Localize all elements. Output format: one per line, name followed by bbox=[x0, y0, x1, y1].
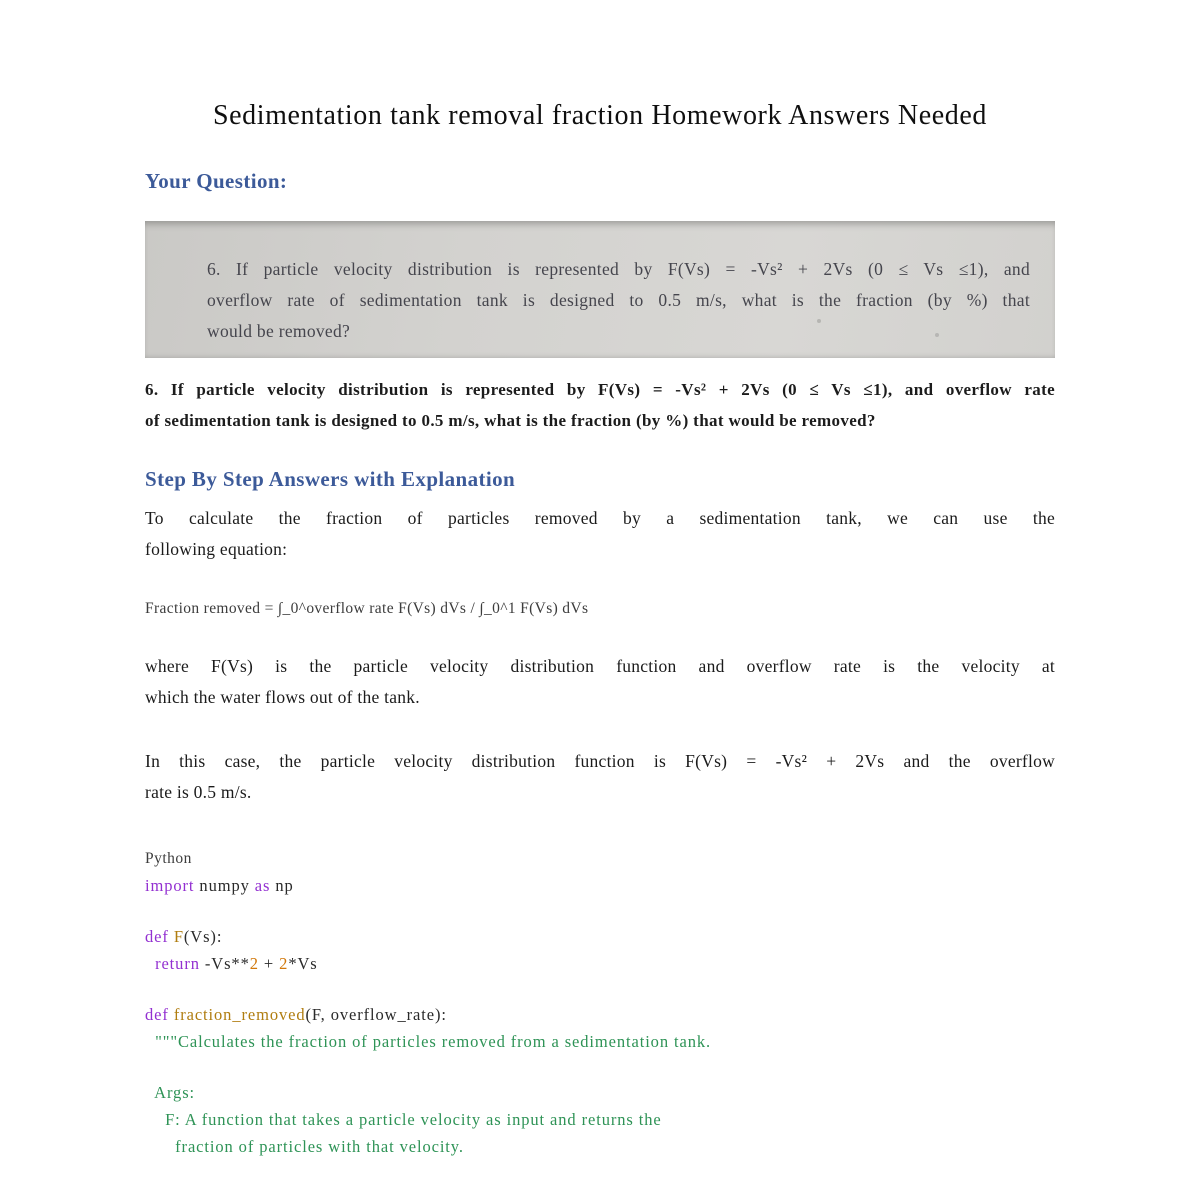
answer-intro-paragraph bbox=[145, 503, 1055, 565]
code-token-p bbox=[145, 1110, 165, 1129]
document-page bbox=[145, 0, 1055, 1160]
restated-question-line: of sedimentation tank is designed to 0.5 m/s, what is the fraction (by %) that would be removed? bbox=[145, 411, 876, 430]
code-token-p: (Vs): bbox=[183, 927, 223, 946]
where-explanation-paragraph bbox=[145, 651, 1055, 713]
code-token-p: -Vs** bbox=[199, 954, 250, 973]
code-token-num: 2 bbox=[279, 954, 289, 973]
code-token-p: *Vs bbox=[288, 954, 318, 973]
code-token-fn: F bbox=[173, 927, 184, 946]
code-token-str: fraction of particles with that velocity. bbox=[175, 1137, 464, 1156]
code-token-kw: as bbox=[254, 876, 271, 895]
code-line bbox=[145, 844, 1055, 872]
code-line bbox=[145, 1133, 1055, 1160]
fraction-removed-formula: Fraction removed = ∫_0^overflow rate F(Vs) dVs / ∫_0^1 F(Vs) dVs bbox=[145, 600, 589, 617]
code-line bbox=[145, 899, 1055, 923]
code-line bbox=[145, 1055, 1055, 1079]
answer-intro-line: To calculate the fraction of particles removed by a sedimentation tank, we can use the bbox=[145, 508, 1055, 528]
code-token-kw: def bbox=[145, 927, 169, 946]
dust-speck bbox=[817, 319, 821, 323]
case-explanation-line: rate is 0.5 m/s. bbox=[145, 782, 252, 802]
python-code-block bbox=[145, 844, 1055, 1160]
photo-question-line: overflow rate of sedimentation tank is designed to 0.5 m/s, what is the fraction (by %) that bbox=[207, 290, 1030, 310]
code-line bbox=[145, 1001, 1055, 1028]
code-line bbox=[145, 977, 1055, 1001]
photo-question-line: 6. If particle velocity distribution is represented by F(Vs) = -Vs² + 2Vs (0 ≤ Vs ≤1), and bbox=[207, 259, 1030, 279]
code-token-kw: import bbox=[145, 876, 195, 895]
code-token-p bbox=[145, 1137, 175, 1156]
code-token-label: Python bbox=[145, 850, 192, 867]
code-token-str: F: A function that takes a particle velocity as input and returns the bbox=[165, 1110, 662, 1129]
code-token-kw: def bbox=[145, 1005, 169, 1024]
code-token-p: np bbox=[270, 876, 294, 895]
code-token-p: (F, overflow_rate): bbox=[305, 1005, 447, 1024]
restated-question-text bbox=[145, 374, 1055, 436]
your-question-heading: Your Question: bbox=[145, 169, 288, 193]
dust-speck bbox=[935, 333, 939, 337]
code-line bbox=[145, 923, 1055, 950]
code-token-str: """Calculates the fraction of particles removed from a sedimentation tank. bbox=[155, 1032, 712, 1051]
where-explanation-line: where F(Vs) is the particle velocity distribution function and overflow rate is the velocity at bbox=[145, 656, 1055, 676]
page-title: Sedimentation tank removal fraction Homework Answers Needed bbox=[212, 100, 988, 131]
where-explanation-line: which the water flows out of the tank. bbox=[145, 687, 420, 707]
step-by-step-heading: Step By Step Answers with Explanation bbox=[145, 467, 516, 491]
code-line bbox=[145, 1079, 1055, 1106]
case-explanation-paragraph bbox=[145, 746, 1055, 808]
case-explanation-line: In this case, the particle velocity distribution function is F(Vs) = -Vs² + 2Vs and the overflow bbox=[145, 751, 1055, 771]
code-token-str: Args: bbox=[154, 1083, 196, 1102]
code-token-p bbox=[145, 1032, 155, 1051]
code-token-p bbox=[145, 954, 155, 973]
code-token-kw: return bbox=[155, 954, 200, 973]
answer-intro-line: following equation: bbox=[145, 539, 288, 559]
code-line bbox=[145, 950, 1055, 977]
code-token-p: numpy bbox=[194, 876, 255, 895]
restated-question-line: 6. If particle velocity distribution is represented by F(Vs) = -Vs² + 2Vs (0 ≤ Vs ≤1), and overflow rate bbox=[145, 380, 1055, 399]
code-token-num: 2 bbox=[249, 954, 259, 973]
code-token-fn: fraction_removed bbox=[173, 1005, 306, 1024]
code-line bbox=[145, 1028, 1055, 1055]
question-photo-image bbox=[145, 221, 1055, 358]
code-token-p bbox=[145, 1083, 154, 1102]
code-token-p: + bbox=[258, 954, 280, 973]
photo-question-line: would be removed? bbox=[207, 321, 351, 341]
code-line bbox=[145, 1106, 1055, 1133]
code-line bbox=[145, 872, 1055, 899]
